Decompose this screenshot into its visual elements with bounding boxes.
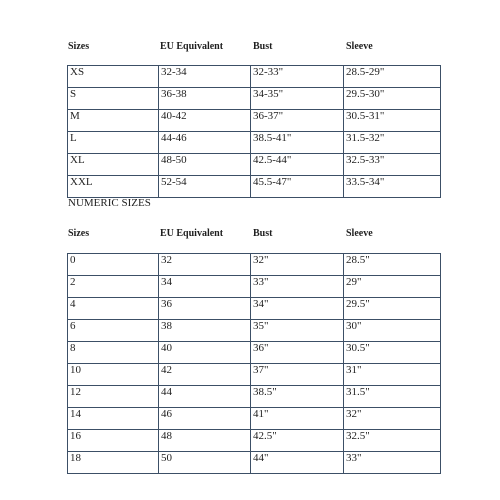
sleeve-cell: 33" (344, 452, 441, 474)
sleeve-cell: 28.5" (344, 254, 441, 276)
alpha-header-eu: EU Equivalent (160, 41, 224, 52)
sleeve-cell: 29.5-30" (344, 88, 441, 110)
eu-cell: 52-54 (159, 176, 251, 198)
table-row (68, 110, 441, 132)
size-cell: 6 (68, 320, 159, 342)
size-cell: 0 (68, 254, 159, 276)
sleeve-cell: 29.5" (344, 298, 441, 320)
numeric-size-table (67, 253, 441, 474)
bust-cell: 32" (251, 254, 344, 276)
table-row (68, 88, 441, 110)
eu-cell: 46 (159, 408, 251, 430)
table-row (68, 276, 441, 298)
size-cell: XXL (68, 176, 159, 198)
eu-cell: 32-34 (159, 66, 251, 88)
table-row (68, 66, 441, 88)
table-row (68, 408, 441, 430)
sleeve-cell: 32.5" (344, 430, 441, 452)
sleeve-cell: 30" (344, 320, 441, 342)
numeric-sizes-title: NUMERIC SIZES (68, 197, 151, 209)
sleeve-cell: 30.5-31" (344, 110, 441, 132)
size-cell: 16 (68, 430, 159, 452)
alpha-header-sleeve: Sleeve (346, 41, 373, 52)
size-cell: 2 (68, 276, 159, 298)
size-cell: 14 (68, 408, 159, 430)
numeric-header-bust: Bust (253, 228, 273, 239)
eu-cell: 50 (159, 452, 251, 474)
bust-cell: 33" (251, 276, 344, 298)
sleeve-cell: 32" (344, 408, 441, 430)
eu-cell: 44-46 (159, 132, 251, 154)
table-row (68, 364, 441, 386)
size-cell: 18 (68, 452, 159, 474)
bust-cell: 44" (251, 452, 344, 474)
bust-cell: 34-35" (251, 88, 344, 110)
eu-cell: 38 (159, 320, 251, 342)
sleeve-cell: 31" (344, 364, 441, 386)
eu-cell: 40 (159, 342, 251, 364)
numeric-header-sizes: Sizes (68, 228, 90, 239)
numeric-header-sleeve: Sleeve (346, 228, 373, 239)
table-row (68, 254, 441, 276)
size-cell: 10 (68, 364, 159, 386)
bust-cell: 32-33" (251, 66, 344, 88)
bust-cell: 38.5" (251, 386, 344, 408)
table-row (68, 430, 441, 452)
bust-cell: 36" (251, 342, 344, 364)
bust-cell: 38.5-41" (251, 132, 344, 154)
size-cell: 4 (68, 298, 159, 320)
bust-cell: 35" (251, 320, 344, 342)
size-cell: 8 (68, 342, 159, 364)
table-row (68, 320, 441, 342)
alpha-header-bust: Bust (253, 41, 273, 52)
alpha-size-table (67, 65, 441, 198)
eu-cell: 32 (159, 254, 251, 276)
bust-cell: 45.5-47" (251, 176, 344, 198)
table-row (68, 342, 441, 364)
bust-cell: 34" (251, 298, 344, 320)
table-row (68, 298, 441, 320)
sleeve-cell: 32.5-33" (344, 154, 441, 176)
bust-cell: 41" (251, 408, 344, 430)
sleeve-cell: 30.5" (344, 342, 441, 364)
numeric-header-eu: EU Equivalent (160, 228, 224, 239)
eu-cell: 44 (159, 386, 251, 408)
alpha-header-sizes: Sizes (68, 41, 90, 52)
size-cell: S (68, 88, 159, 110)
bust-cell: 42.5" (251, 430, 344, 452)
sleeve-cell: 31.5" (344, 386, 441, 408)
sleeve-cell: 31.5-32" (344, 132, 441, 154)
sleeve-cell: 29" (344, 276, 441, 298)
eu-cell: 34 (159, 276, 251, 298)
eu-cell: 48-50 (159, 154, 251, 176)
size-cell: L (68, 132, 159, 154)
eu-cell: 40-42 (159, 110, 251, 132)
bust-cell: 36-37" (251, 110, 344, 132)
table-row (68, 154, 441, 176)
table-row (68, 386, 441, 408)
size-cell: XL (68, 154, 159, 176)
eu-cell: 36 (159, 298, 251, 320)
size-cell: M (68, 110, 159, 132)
table-row (68, 452, 441, 474)
table-row (68, 176, 441, 198)
eu-cell: 42 (159, 364, 251, 386)
sleeve-cell: 33.5-34" (344, 176, 441, 198)
size-cell: XS (68, 66, 159, 88)
eu-cell: 48 (159, 430, 251, 452)
table-row (68, 132, 441, 154)
bust-cell: 42.5-44" (251, 154, 344, 176)
eu-cell: 36-38 (159, 88, 251, 110)
sleeve-cell: 28.5-29" (344, 66, 441, 88)
bust-cell: 37" (251, 364, 344, 386)
size-cell: 12 (68, 386, 159, 408)
